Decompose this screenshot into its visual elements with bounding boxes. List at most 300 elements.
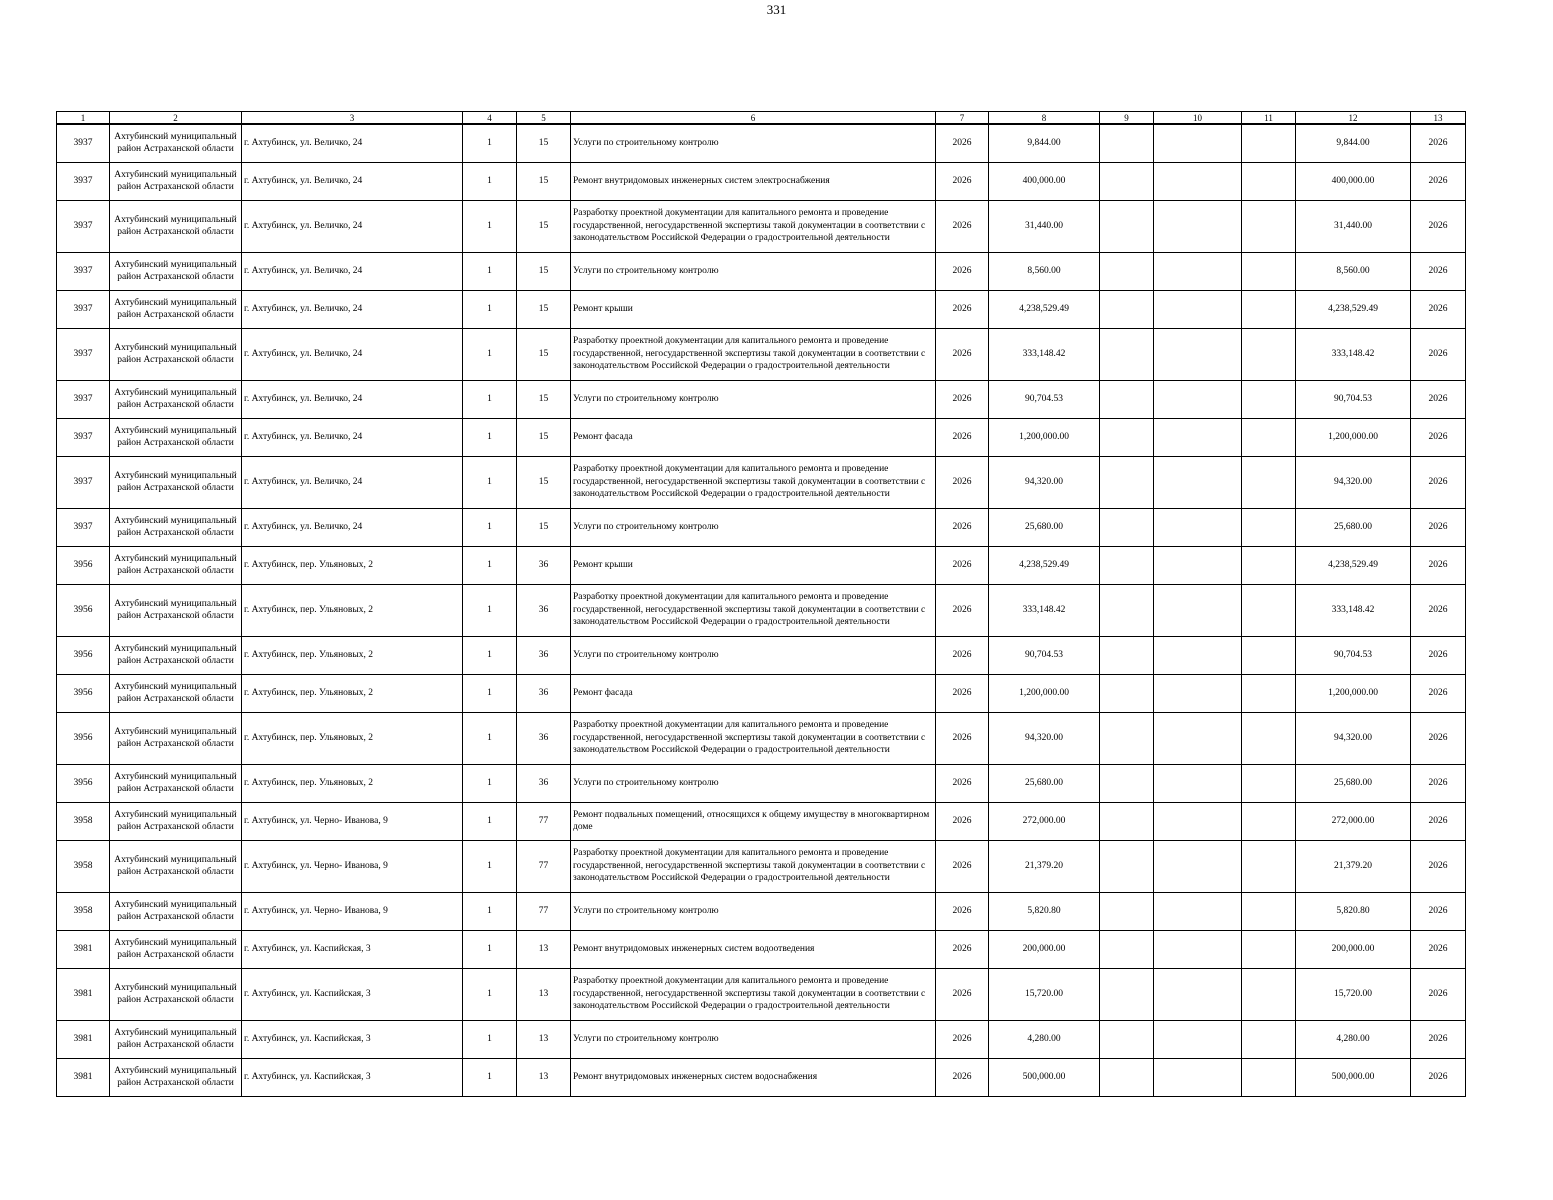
- work-type-cell: Ремонт фасада: [571, 418, 936, 456]
- address-cell: г. Ахтубинск, ул. Величко, 24: [242, 328, 463, 380]
- table-row: [57, 1058, 1466, 1096]
- empty-cell: [1242, 674, 1296, 712]
- total-cell: 90,704.53: [1296, 636, 1411, 674]
- year-end-cell: 2026: [1411, 508, 1466, 546]
- cost-cell: 333,148.42: [989, 328, 1100, 380]
- work-type-cell: Услуги по строительному контролю: [571, 380, 936, 418]
- empty-cell: [1154, 124, 1242, 162]
- table-body: [57, 124, 1466, 1096]
- empty-cell: [1154, 968, 1242, 1020]
- empty-cell: [1242, 636, 1296, 674]
- address-cell: г. Ахтубинск, ул. Каспийская, 3: [242, 1058, 463, 1096]
- building-id-cell: 3937: [57, 252, 110, 290]
- building-id-cell: 3937: [57, 290, 110, 328]
- cost-cell: 1,200,000.00: [989, 418, 1100, 456]
- table-row: [57, 328, 1466, 380]
- municipality-cell: Ахтубинский муниципальный район Астраханской области: [110, 930, 242, 968]
- year-end-cell: 2026: [1411, 200, 1466, 252]
- empty-cell: [1154, 290, 1242, 328]
- cost-cell: 4,238,529.49: [989, 546, 1100, 584]
- table-row: [57, 456, 1466, 508]
- count-cell: 1: [463, 252, 517, 290]
- column-header: 7: [936, 112, 989, 125]
- municipality-cell: Ахтубинский муниципальный район Астраханской области: [110, 1020, 242, 1058]
- cost-cell: 90,704.53: [989, 380, 1100, 418]
- year-cell: 2026: [936, 200, 989, 252]
- work-type-cell: Ремонт внутридомовых инженерных систем электроснабжения: [571, 162, 936, 200]
- empty-cell: [1242, 456, 1296, 508]
- empty-cell: [1242, 1020, 1296, 1058]
- year-end-cell: 2026: [1411, 930, 1466, 968]
- building-id-cell: 3956: [57, 674, 110, 712]
- count-cell: 1: [463, 162, 517, 200]
- cost-cell: 1,200,000.00: [989, 674, 1100, 712]
- total-cell: 31,440.00: [1296, 200, 1411, 252]
- empty-cell: [1242, 712, 1296, 764]
- number-cell: 15: [517, 418, 571, 456]
- address-cell: г. Ахтубинск, пер. Ульяновых, 2: [242, 546, 463, 584]
- municipality-cell: Ахтубинский муниципальный район Астраханской области: [110, 124, 242, 162]
- address-cell: г. Ахтубинск, ул. Величко, 24: [242, 508, 463, 546]
- number-cell: 15: [517, 456, 571, 508]
- address-cell: г. Ахтубинск, пер. Ульяновых, 2: [242, 712, 463, 764]
- municipality-cell: Ахтубинский муниципальный район Астраханской области: [110, 252, 242, 290]
- building-id-cell: 3956: [57, 636, 110, 674]
- empty-cell: [1100, 1020, 1154, 1058]
- work-type-cell: Ремонт подвальных помещений, относящихся к общему имуществу в многоквартирном доме: [571, 802, 936, 840]
- year-cell: 2026: [936, 508, 989, 546]
- work-type-cell: Разработку проектной документации для капитального ремонта и проведение государственной, негосударственной экспертизы такой документации в соответствии с законодательством Российской Федерации о градостроительной деятельности: [571, 328, 936, 380]
- table-row: [57, 546, 1466, 584]
- empty-cell: [1242, 328, 1296, 380]
- work-type-cell: Услуги по строительному контролю: [571, 764, 936, 802]
- empty-cell: [1242, 892, 1296, 930]
- total-cell: 333,148.42: [1296, 328, 1411, 380]
- address-cell: г. Ахтубинск, ул. Величко, 24: [242, 380, 463, 418]
- table-row: [57, 674, 1466, 712]
- work-type-cell: Разработку проектной документации для капитального ремонта и проведение государственной, негосударственной экспертизы такой документации в соответствии с законодательством Российской Федерации о градостроительной деятельности: [571, 200, 936, 252]
- municipality-cell: Ахтубинский муниципальный район Астраханской области: [110, 840, 242, 892]
- table-row: [57, 380, 1466, 418]
- building-id-cell: 3956: [57, 584, 110, 636]
- number-cell: 15: [517, 508, 571, 546]
- empty-cell: [1100, 968, 1154, 1020]
- year-end-cell: 2026: [1411, 1058, 1466, 1096]
- total-cell: 1,200,000.00: [1296, 674, 1411, 712]
- municipality-cell: Ахтубинский муниципальный район Астраханской области: [110, 328, 242, 380]
- year-cell: 2026: [936, 930, 989, 968]
- work-type-cell: Разработку проектной документации для капитального ремонта и проведение государственной, негосударственной экспертизы такой документации в соответствии с законодательством Российской Федерации о градостроительной деятельности: [571, 456, 936, 508]
- number-cell: 15: [517, 200, 571, 252]
- column-header: 6: [571, 112, 936, 125]
- total-cell: 15,720.00: [1296, 968, 1411, 1020]
- count-cell: 1: [463, 1020, 517, 1058]
- empty-cell: [1242, 546, 1296, 584]
- column-header: 2: [110, 112, 242, 125]
- empty-cell: [1242, 508, 1296, 546]
- year-cell: 2026: [936, 802, 989, 840]
- number-cell: 77: [517, 840, 571, 892]
- count-cell: 1: [463, 200, 517, 252]
- year-cell: 2026: [936, 674, 989, 712]
- address-cell: г. Ахтубинск, ул. Черно- Иванова, 9: [242, 840, 463, 892]
- empty-cell: [1100, 456, 1154, 508]
- empty-cell: [1100, 584, 1154, 636]
- building-id-cell: 3958: [57, 840, 110, 892]
- count-cell: 1: [463, 380, 517, 418]
- empty-cell: [1100, 930, 1154, 968]
- cost-cell: 21,379.20: [989, 840, 1100, 892]
- empty-cell: [1154, 1058, 1242, 1096]
- year-end-cell: 2026: [1411, 968, 1466, 1020]
- cost-cell: 5,820.80: [989, 892, 1100, 930]
- work-type-cell: Услуги по строительному контролю: [571, 636, 936, 674]
- empty-cell: [1154, 1020, 1242, 1058]
- empty-cell: [1100, 328, 1154, 380]
- count-cell: 1: [463, 508, 517, 546]
- number-cell: 15: [517, 290, 571, 328]
- cost-cell: 94,320.00: [989, 456, 1100, 508]
- count-cell: 1: [463, 546, 517, 584]
- table-row: [57, 290, 1466, 328]
- empty-cell: [1154, 418, 1242, 456]
- count-cell: 1: [463, 712, 517, 764]
- number-cell: 13: [517, 930, 571, 968]
- total-cell: 25,680.00: [1296, 764, 1411, 802]
- municipality-cell: Ахтубинский муниципальный район Астраханской области: [110, 1058, 242, 1096]
- work-type-cell: Ремонт крыши: [571, 290, 936, 328]
- municipality-cell: Ахтубинский муниципальный район Астраханской области: [110, 290, 242, 328]
- address-cell: г. Ахтубинск, ул. Величко, 24: [242, 200, 463, 252]
- count-cell: 1: [463, 968, 517, 1020]
- address-cell: г. Ахтубинск, пер. Ульяновых, 2: [242, 636, 463, 674]
- year-end-cell: 2026: [1411, 840, 1466, 892]
- total-cell: 9,844.00: [1296, 124, 1411, 162]
- count-cell: 1: [463, 1058, 517, 1096]
- cost-cell: 200,000.00: [989, 930, 1100, 968]
- total-cell: 4,280.00: [1296, 1020, 1411, 1058]
- count-cell: 1: [463, 674, 517, 712]
- cost-cell: 8,560.00: [989, 252, 1100, 290]
- year-cell: 2026: [936, 1020, 989, 1058]
- year-cell: 2026: [936, 546, 989, 584]
- column-header: 13: [1411, 112, 1466, 125]
- number-cell: 13: [517, 968, 571, 1020]
- cost-cell: 25,680.00: [989, 508, 1100, 546]
- building-id-cell: 3958: [57, 892, 110, 930]
- building-id-cell: 3937: [57, 418, 110, 456]
- cost-cell: 15,720.00: [989, 968, 1100, 1020]
- cost-cell: 4,238,529.49: [989, 290, 1100, 328]
- municipality-cell: Ахтубинский муниципальный район Астраханской области: [110, 456, 242, 508]
- number-cell: 15: [517, 162, 571, 200]
- year-cell: 2026: [936, 764, 989, 802]
- address-cell: г. Ахтубинск, пер. Ульяновых, 2: [242, 674, 463, 712]
- empty-cell: [1154, 328, 1242, 380]
- count-cell: 1: [463, 328, 517, 380]
- municipality-cell: Ахтубинский муниципальный район Астраханской области: [110, 546, 242, 584]
- cost-cell: 94,320.00: [989, 712, 1100, 764]
- page-number: 331: [766, 2, 787, 17]
- empty-cell: [1242, 930, 1296, 968]
- address-cell: г. Ахтубинск, пер. Ульяновых, 2: [242, 584, 463, 636]
- empty-cell: [1100, 764, 1154, 802]
- year-end-cell: 2026: [1411, 290, 1466, 328]
- municipality-cell: Ахтубинский муниципальный район Астраханской области: [110, 712, 242, 764]
- table-row: [57, 802, 1466, 840]
- count-cell: 1: [463, 802, 517, 840]
- building-id-cell: 3981: [57, 1058, 110, 1096]
- empty-cell: [1100, 252, 1154, 290]
- number-cell: 15: [517, 380, 571, 418]
- total-cell: 500,000.00: [1296, 1058, 1411, 1096]
- year-end-cell: 2026: [1411, 674, 1466, 712]
- work-type-cell: Услуги по строительному контролю: [571, 508, 936, 546]
- work-type-cell: Ремонт внутридомовых инженерных систем водоотведения: [571, 930, 936, 968]
- address-cell: г. Ахтубинск, пер. Ульяновых, 2: [242, 764, 463, 802]
- number-cell: 77: [517, 892, 571, 930]
- year-end-cell: 2026: [1411, 162, 1466, 200]
- year-end-cell: 2026: [1411, 764, 1466, 802]
- table-row: [57, 968, 1466, 1020]
- address-cell: г. Ахтубинск, ул. Черно- Иванова, 9: [242, 802, 463, 840]
- empty-cell: [1100, 840, 1154, 892]
- year-end-cell: 2026: [1411, 418, 1466, 456]
- year-end-cell: 2026: [1411, 546, 1466, 584]
- empty-cell: [1154, 892, 1242, 930]
- empty-cell: [1154, 546, 1242, 584]
- municipality-cell: Ахтубинский муниципальный район Астраханской области: [110, 764, 242, 802]
- empty-cell: [1242, 200, 1296, 252]
- count-cell: 1: [463, 930, 517, 968]
- municipality-cell: Ахтубинский муниципальный район Астраханской области: [110, 802, 242, 840]
- number-cell: 13: [517, 1020, 571, 1058]
- year-end-cell: 2026: [1411, 252, 1466, 290]
- empty-cell: [1100, 546, 1154, 584]
- address-cell: г. Ахтубинск, ул. Величко, 24: [242, 124, 463, 162]
- count-cell: 1: [463, 584, 517, 636]
- municipality-cell: Ахтубинский муниципальный район Астраханской области: [110, 968, 242, 1020]
- work-type-cell: Ремонт фасада: [571, 674, 936, 712]
- empty-cell: [1100, 674, 1154, 712]
- empty-cell: [1100, 1058, 1154, 1096]
- work-type-cell: Разработку проектной документации для капитального ремонта и проведение государственной, негосударственной экспертизы такой документации в соответствии с законодательством Российской Федерации о градостроительной деятельности: [571, 584, 936, 636]
- cost-cell: 4,280.00: [989, 1020, 1100, 1058]
- municipality-cell: Ахтубинский муниципальный район Астраханской области: [110, 380, 242, 418]
- empty-cell: [1100, 124, 1154, 162]
- column-header: 4: [463, 112, 517, 125]
- table-row: [57, 1020, 1466, 1058]
- work-type-cell: Услуги по строительному контролю: [571, 892, 936, 930]
- column-header: 8: [989, 112, 1100, 125]
- empty-cell: [1100, 712, 1154, 764]
- empty-cell: [1100, 636, 1154, 674]
- number-cell: 13: [517, 1058, 571, 1096]
- table-row: [57, 418, 1466, 456]
- work-type-cell: Разработку проектной документации для капитального ремонта и проведение государственной, негосударственной экспертизы такой документации в соответствии с законодательством Российской Федерации о градостроительной деятельности: [571, 968, 936, 1020]
- building-id-cell: 3937: [57, 124, 110, 162]
- year-end-cell: 2026: [1411, 124, 1466, 162]
- total-cell: 272,000.00: [1296, 802, 1411, 840]
- year-cell: 2026: [936, 1058, 989, 1096]
- total-cell: 94,320.00: [1296, 712, 1411, 764]
- column-header: 5: [517, 112, 571, 125]
- count-cell: 1: [463, 290, 517, 328]
- year-end-cell: 2026: [1411, 1020, 1466, 1058]
- empty-cell: [1242, 584, 1296, 636]
- work-type-cell: Разработку проектной документации для капитального ремонта и проведение государственной, негосударственной экспертизы такой документации в соответствии с законодательством Российской Федерации о градостроительной деятельности: [571, 712, 936, 764]
- empty-cell: [1242, 418, 1296, 456]
- number-cell: 36: [517, 636, 571, 674]
- empty-cell: [1154, 674, 1242, 712]
- empty-cell: [1242, 764, 1296, 802]
- year-cell: 2026: [936, 584, 989, 636]
- table-row: [57, 162, 1466, 200]
- number-cell: 36: [517, 674, 571, 712]
- municipality-cell: Ахтубинский муниципальный район Астраханской области: [110, 418, 242, 456]
- cost-cell: 400,000.00: [989, 162, 1100, 200]
- empty-cell: [1100, 508, 1154, 546]
- building-id-cell: 3937: [57, 162, 110, 200]
- address-cell: г. Ахтубинск, ул. Каспийская, 3: [242, 968, 463, 1020]
- cost-cell: 90,704.53: [989, 636, 1100, 674]
- municipality-cell: Ахтубинский муниципальный район Астраханской области: [110, 200, 242, 252]
- building-id-cell: 3937: [57, 380, 110, 418]
- count-cell: 1: [463, 764, 517, 802]
- municipality-cell: Ахтубинский муниципальный район Астраханской области: [110, 674, 242, 712]
- count-cell: 1: [463, 418, 517, 456]
- empty-cell: [1100, 290, 1154, 328]
- table-row: [57, 930, 1466, 968]
- empty-cell: [1242, 1058, 1296, 1096]
- count-cell: 1: [463, 636, 517, 674]
- empty-cell: [1242, 124, 1296, 162]
- count-cell: 1: [463, 892, 517, 930]
- repair-program-table: [56, 111, 1466, 1097]
- table-row: [57, 252, 1466, 290]
- count-cell: 1: [463, 840, 517, 892]
- column-header: 10: [1154, 112, 1242, 125]
- table-row: [57, 892, 1466, 930]
- year-cell: 2026: [936, 968, 989, 1020]
- year-cell: 2026: [936, 456, 989, 508]
- municipality-cell: Ахтубинский муниципальный район Астраханской области: [110, 508, 242, 546]
- table-row: [57, 584, 1466, 636]
- municipality-cell: Ахтубинский муниципальный район Астраханской области: [110, 162, 242, 200]
- year-cell: 2026: [936, 328, 989, 380]
- empty-cell: [1242, 252, 1296, 290]
- empty-cell: [1154, 802, 1242, 840]
- empty-cell: [1242, 802, 1296, 840]
- total-cell: 400,000.00: [1296, 162, 1411, 200]
- year-cell: 2026: [936, 124, 989, 162]
- total-cell: 200,000.00: [1296, 930, 1411, 968]
- year-cell: 2026: [936, 252, 989, 290]
- number-cell: 77: [517, 802, 571, 840]
- empty-cell: [1154, 380, 1242, 418]
- building-id-cell: 3981: [57, 930, 110, 968]
- total-cell: 5,820.80: [1296, 892, 1411, 930]
- number-cell: 36: [517, 712, 571, 764]
- number-cell: 36: [517, 764, 571, 802]
- count-cell: 1: [463, 456, 517, 508]
- number-cell: 15: [517, 328, 571, 380]
- building-id-cell: 3937: [57, 328, 110, 380]
- building-id-cell: 3958: [57, 802, 110, 840]
- total-cell: 4,238,529.49: [1296, 546, 1411, 584]
- number-cell: 36: [517, 584, 571, 636]
- year-end-cell: 2026: [1411, 328, 1466, 380]
- number-cell: 15: [517, 124, 571, 162]
- year-cell: 2026: [936, 712, 989, 764]
- year-cell: 2026: [936, 380, 989, 418]
- empty-cell: [1242, 162, 1296, 200]
- building-id-cell: 3956: [57, 764, 110, 802]
- column-header: 11: [1242, 112, 1296, 125]
- empty-cell: [1154, 252, 1242, 290]
- cost-cell: 272,000.00: [989, 802, 1100, 840]
- total-cell: 1,200,000.00: [1296, 418, 1411, 456]
- empty-cell: [1242, 290, 1296, 328]
- year-cell: 2026: [936, 840, 989, 892]
- empty-cell: [1100, 162, 1154, 200]
- total-cell: 333,148.42: [1296, 584, 1411, 636]
- year-cell: 2026: [936, 418, 989, 456]
- total-cell: 90,704.53: [1296, 380, 1411, 418]
- municipality-cell: Ахтубинский муниципальный район Астраханской области: [110, 584, 242, 636]
- empty-cell: [1154, 584, 1242, 636]
- empty-cell: [1154, 764, 1242, 802]
- address-cell: г. Ахтубинск, ул. Каспийская, 3: [242, 1020, 463, 1058]
- work-type-cell: Разработку проектной документации для капитального ремонта и проведение государственной, негосударственной экспертизы такой документации в соответствии с законодательством Российской Федерации о градостроительной деятельности: [571, 840, 936, 892]
- year-end-cell: 2026: [1411, 636, 1466, 674]
- building-id-cell: 3981: [57, 1020, 110, 1058]
- year-cell: 2026: [936, 636, 989, 674]
- work-type-cell: Услуги по строительному контролю: [571, 124, 936, 162]
- empty-cell: [1242, 840, 1296, 892]
- year-end-cell: 2026: [1411, 712, 1466, 764]
- year-end-cell: 2026: [1411, 584, 1466, 636]
- empty-cell: [1100, 802, 1154, 840]
- empty-cell: [1154, 200, 1242, 252]
- work-type-cell: Ремонт внутридомовых инженерных систем водоснабжения: [571, 1058, 936, 1096]
- table-row: [57, 200, 1466, 252]
- table-row: [57, 124, 1466, 162]
- year-end-cell: 2026: [1411, 892, 1466, 930]
- empty-cell: [1154, 636, 1242, 674]
- empty-cell: [1154, 456, 1242, 508]
- year-end-cell: 2026: [1411, 802, 1466, 840]
- building-id-cell: 3937: [57, 456, 110, 508]
- number-cell: 36: [517, 546, 571, 584]
- table-row: [57, 840, 1466, 892]
- address-cell: г. Ахтубинск, ул. Каспийская, 3: [242, 930, 463, 968]
- year-cell: 2026: [936, 162, 989, 200]
- column-header: 9: [1100, 112, 1154, 125]
- empty-cell: [1100, 418, 1154, 456]
- building-id-cell: 3956: [57, 546, 110, 584]
- count-cell: 1: [463, 124, 517, 162]
- building-id-cell: 3937: [57, 200, 110, 252]
- year-end-cell: 2026: [1411, 380, 1466, 418]
- cost-cell: 333,148.42: [989, 584, 1100, 636]
- cost-cell: 25,680.00: [989, 764, 1100, 802]
- empty-cell: [1154, 162, 1242, 200]
- address-cell: г. Ахтубинск, ул. Величко, 24: [242, 162, 463, 200]
- municipality-cell: Ахтубинский муниципальный район Астраханской области: [110, 892, 242, 930]
- table-row: [57, 764, 1466, 802]
- column-number-row: [57, 112, 1466, 125]
